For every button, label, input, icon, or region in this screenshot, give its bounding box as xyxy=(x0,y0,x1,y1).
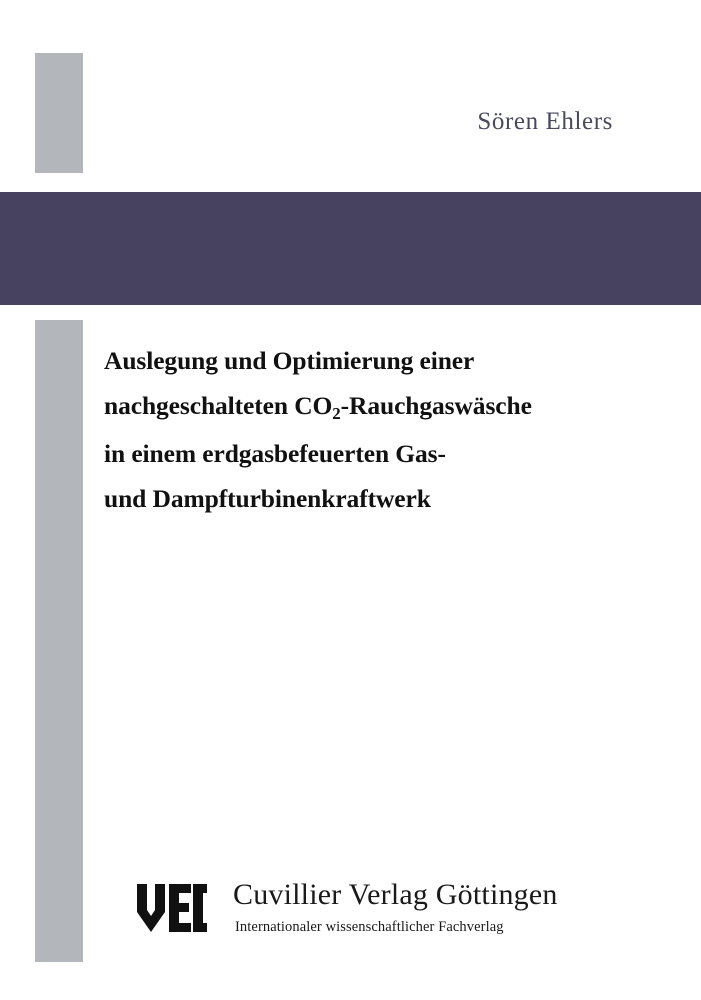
title-line-2 xyxy=(104,383,664,431)
book-title xyxy=(104,338,664,521)
title-line-3: in einem erdgasbefeuerten Gas- xyxy=(104,439,446,468)
title-line-1: Auslegung und Optimierung einer xyxy=(104,346,475,375)
publisher-lockup xyxy=(135,876,605,956)
decorative-bar-top xyxy=(35,53,83,173)
decorative-bar-bottom xyxy=(35,320,83,962)
title-line-2-pre: nachgeschalteten CO xyxy=(104,391,333,420)
publisher-subtitle: Internationaler wissenschaftlicher Fachverlag xyxy=(235,919,504,935)
title-line-2-subscript: 2 xyxy=(332,404,341,423)
cuvillier-logo-icon xyxy=(135,882,221,934)
title-line-2-post: -Rauchgaswäsche xyxy=(340,391,532,420)
title-line-4: und Dampfturbinenkraftwerk xyxy=(104,484,431,513)
decorative-band xyxy=(0,192,701,305)
publisher-name: Cuvillier Verlag Göttingen xyxy=(233,878,558,911)
author-name: Sören Ehlers xyxy=(477,108,613,135)
